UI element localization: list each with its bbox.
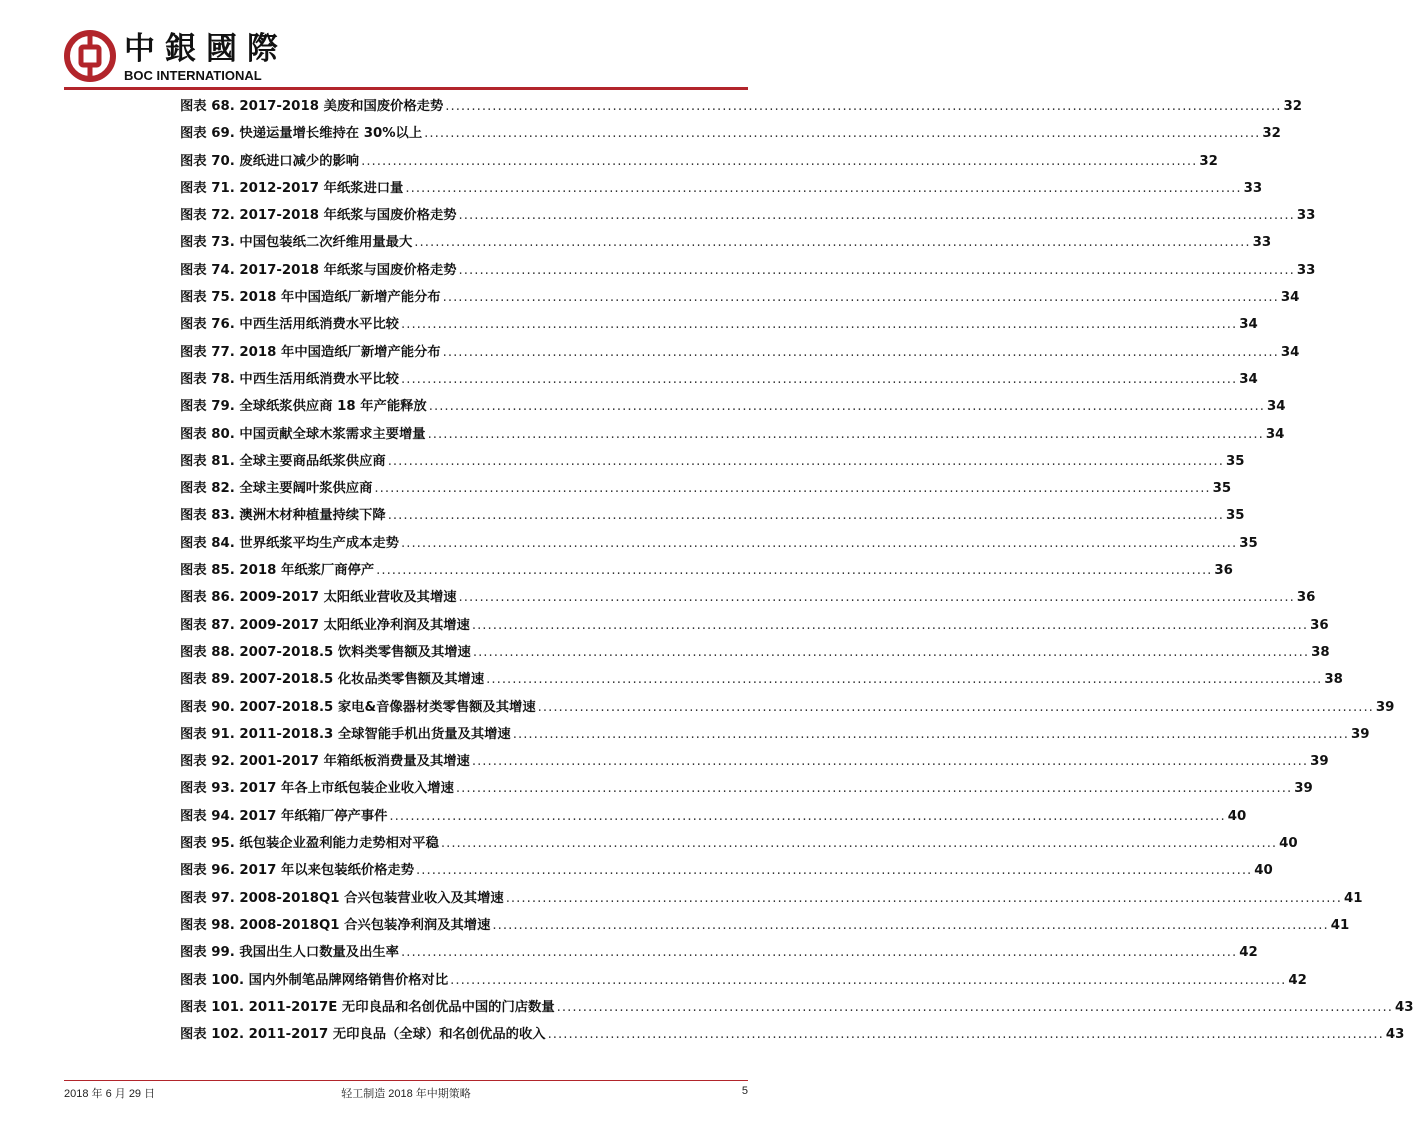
toc-entry-title: 图表 81. 全球主要商品纸浆供应商 — [180, 453, 386, 469]
toc-entry[interactable] — [180, 93, 1303, 120]
toc-dot-leader — [472, 748, 1308, 775]
toc-entry[interactable] — [180, 284, 1300, 311]
toc-dot-leader — [424, 120, 1260, 147]
toc-entry[interactable] — [180, 803, 1247, 830]
toc-entry-title: 图表 80. 中国贡献全球木浆需求主要增量 — [180, 426, 426, 442]
toc-entry-title: 图表 76. 中西生活用纸消费水平比较 — [180, 317, 399, 333]
toc-entry-page: 40 — [1279, 836, 1298, 852]
toc-entry-title: 图表 75. 2018 年中国造纸厂新增产能分布 — [180, 290, 441, 306]
toc-entry-title: 图表 98. 2008-2018Q1 合兴包装净利润及其增速 — [180, 917, 491, 933]
toc-dot-leader — [374, 475, 1210, 502]
toc-entry-page: 39 — [1375, 699, 1395, 715]
toc-entry-page: 34 — [1265, 426, 1285, 442]
toc-entry-page: 42 — [1239, 945, 1258, 961]
toc-entry[interactable] — [180, 175, 1263, 202]
toc-entry-page: 34 — [1280, 344, 1300, 360]
toc-entry[interactable] — [180, 721, 1370, 748]
toc-dot-leader — [401, 939, 1237, 966]
toc-dot-leader — [486, 666, 1322, 693]
toc-entry-title: 图表 87. 2009-2017 太阳纸业净利润及其增速 — [180, 617, 470, 633]
toc-dot-leader — [376, 557, 1212, 584]
toc-entry[interactable] — [180, 202, 1316, 229]
footer-date: 2018 年 6 月 29 日 — [64, 1088, 156, 1100]
toc-entry-page: 39 — [1310, 754, 1329, 770]
toc-dot-leader — [513, 721, 1349, 748]
toc-entry-page: 39 — [1351, 726, 1370, 742]
toc-entry-title: 图表 77. 2018 年中国造纸厂新增产能分布 — [180, 344, 441, 360]
toc-entry-page: 34 — [1239, 371, 1258, 387]
toc-entry[interactable] — [180, 939, 1258, 966]
toc-entry-page: 40 — [1227, 808, 1247, 824]
toc-entry[interactable] — [180, 448, 1245, 475]
logo-english-name: BOC INTERNATIONAL — [124, 68, 262, 83]
toc-entry-page: 33 — [1296, 208, 1316, 224]
toc-entry-title: 图表 96. 2017 年以来包装纸价格走势 — [180, 863, 415, 879]
toc-entry-title: 图表 72. 2017-2018 年纸浆与国废价格走势 — [180, 208, 457, 224]
logo-chinese-name: 中銀國際 — [124, 31, 288, 67]
toc-entry[interactable] — [180, 530, 1258, 557]
toc-entry[interactable] — [180, 229, 1272, 256]
toc-entry-title: 图表 102. 2011-2017 无印良品（全球）和名创优品的收入 — [180, 1027, 546, 1043]
toc-entry[interactable] — [180, 257, 1316, 284]
toc-entry-page: 33 — [1252, 235, 1272, 251]
toc-entry[interactable] — [180, 339, 1300, 366]
toc-entry[interactable] — [180, 393, 1286, 420]
toc-entry[interactable] — [180, 421, 1285, 448]
toc-entry-page: 32 — [1262, 126, 1281, 142]
toc-dot-leader — [416, 857, 1252, 884]
toc-dot-leader — [538, 694, 1374, 721]
toc-entry-page: 42 — [1288, 972, 1307, 988]
toc-entry[interactable] — [180, 148, 1218, 175]
toc-dot-leader — [388, 448, 1224, 475]
footer-divider — [64, 1080, 748, 1081]
toc-entry-title: 图表 92. 2001-2017 年箱纸板消费量及其增速 — [180, 754, 470, 770]
toc-dot-leader — [459, 257, 1295, 284]
boc-coin-logo-icon — [64, 30, 116, 82]
toc-entry-title: 图表 83. 澳洲木材种植量持续下降 — [180, 508, 386, 524]
toc-entry-page: 38 — [1324, 672, 1343, 688]
toc-dot-leader — [428, 421, 1264, 448]
toc-entry-title: 图表 94. 2017 年纸箱厂停产事件 — [180, 808, 388, 824]
toc-entry-title: 图表 93. 2017 年各上市纸包装企业收入增速 — [180, 781, 454, 797]
table-of-figures — [180, 93, 1413, 1048]
toc-entry[interactable] — [180, 748, 1329, 775]
toc-dot-leader — [506, 885, 1342, 912]
toc-entry[interactable] — [180, 1021, 1405, 1048]
toc-entry-page: 35 — [1225, 508, 1245, 524]
toc-entry-title: 图表 95. 纸包装企业盈利能力走势相对平稳 — [180, 836, 439, 852]
toc-entry-page: 34 — [1280, 290, 1300, 306]
toc-entry-title: 图表 78. 中西生活用纸消费水平比较 — [180, 371, 399, 387]
toc-dot-leader — [459, 584, 1295, 611]
toc-entry-title: 图表 70. 废纸进口减少的影响 — [180, 153, 360, 169]
toc-entry-title: 图表 84. 世界纸浆平均生产成本走势 — [180, 535, 399, 551]
toc-entry[interactable] — [180, 584, 1316, 611]
toc-entry[interactable] — [180, 967, 1307, 994]
page-footer — [64, 1085, 748, 1101]
toc-entry-title: 图表 69. 快递运量增长维持在 30%以上 — [180, 126, 423, 142]
toc-entry-title: 图表 82. 全球主要阔叶浆供应商 — [180, 481, 373, 497]
toc-dot-leader — [450, 967, 1286, 994]
toc-entry-page: 33 — [1243, 180, 1263, 196]
toc-dot-leader — [389, 803, 1225, 830]
toc-entry-page: 35 — [1225, 453, 1245, 469]
toc-dot-leader — [443, 339, 1279, 366]
toc-entry-title: 图表 73. 中国包装纸二次纤维用量最大 — [180, 235, 413, 251]
toc-entry-title: 图表 85. 2018 年纸浆厂商停产 — [180, 563, 375, 579]
toc-dot-leader — [456, 775, 1292, 802]
toc-entry-page: 32 — [1199, 153, 1218, 169]
toc-entry-page: 40 — [1254, 863, 1273, 879]
toc-entry-title: 图表 88. 2007-2018.5 饮料类零售额及其增速 — [180, 644, 471, 660]
toc-entry-page: 32 — [1283, 99, 1303, 114]
toc-entry-page: 43 — [1394, 999, 1413, 1015]
toc-dot-leader — [405, 175, 1241, 202]
toc-entry-page: 38 — [1311, 644, 1330, 660]
toc-dot-leader — [414, 229, 1250, 256]
toc-entry-page: 41 — [1330, 917, 1350, 933]
toc-entry-title: 图表 97. 2008-2018Q1 合兴包装营业收入及其增速 — [180, 890, 504, 906]
toc-entry-title: 图表 100. 国内外制笔品牌网络销售价格对比 — [180, 972, 449, 988]
toc-entry-title: 图表 99. 我国出生人口数量及出生率 — [180, 945, 399, 961]
toc-entry-page: 39 — [1294, 781, 1313, 797]
toc-entry-title: 图表 86. 2009-2017 太阳纸业营收及其增速 — [180, 590, 457, 606]
toc-dot-leader — [401, 530, 1237, 557]
toc-entry[interactable] — [180, 311, 1258, 338]
toc-dot-leader — [388, 502, 1224, 529]
toc-entry[interactable] — [180, 775, 1313, 802]
footer-report-title: 轻工制造 2018 年中期策略 — [341, 1088, 471, 1100]
toc-dot-leader — [548, 1021, 1384, 1048]
toc-entry[interactable] — [180, 502, 1245, 529]
toc-entry-page: 34 — [1239, 317, 1258, 333]
toc-entry[interactable] — [180, 994, 1413, 1021]
toc-entry-title: 图表 71. 2012-2017 年纸浆进口量 — [180, 180, 404, 196]
toc-dot-leader — [443, 284, 1279, 311]
toc-dot-leader — [473, 639, 1309, 666]
toc-entry-page: 43 — [1385, 1027, 1405, 1043]
toc-dot-leader — [401, 366, 1237, 393]
toc-entry[interactable] — [180, 830, 1298, 857]
toc-entry[interactable] — [180, 885, 1363, 912]
toc-entry[interactable] — [180, 639, 1330, 666]
toc-entry-page: 41 — [1343, 890, 1363, 906]
toc-dot-leader — [445, 93, 1281, 120]
toc-entry-page: 36 — [1296, 590, 1316, 606]
toc-entry-page: 34 — [1267, 399, 1286, 415]
toc-dot-leader — [441, 830, 1277, 857]
toc-entry[interactable] — [180, 694, 1395, 721]
toc-dot-leader — [459, 202, 1295, 229]
toc-entry[interactable] — [180, 857, 1273, 884]
toc-entry[interactable] — [180, 475, 1232, 502]
toc-entry-page: 35 — [1239, 535, 1258, 551]
toc-entry-page: 36 — [1214, 563, 1233, 579]
toc-entry-page: 33 — [1296, 262, 1316, 278]
toc-entry[interactable] — [180, 912, 1350, 939]
toc-entry-title: 图表 91. 2011-2018.3 全球智能手机出货量及其增速 — [180, 726, 511, 742]
toc-entry[interactable] — [180, 612, 1329, 639]
toc-dot-leader — [557, 994, 1393, 1021]
toc-dot-leader — [401, 311, 1237, 338]
toc-entry[interactable] — [180, 366, 1258, 393]
toc-dot-leader — [361, 148, 1197, 175]
toc-entry-title: 图表 89. 2007-2018.5 化妆品类零售额及其增速 — [180, 672, 485, 688]
boc-international-logo — [64, 30, 294, 84]
toc-entry-title: 图表 68. 2017-2018 美废和国废价格走势 — [180, 99, 444, 114]
toc-entry-title: 图表 101. 2011-2017E 无印良品和名创优品中国的门店数量 — [180, 999, 555, 1015]
toc-entry-title: 图表 74. 2017-2018 年纸浆与国废价格走势 — [180, 262, 457, 278]
toc-entry[interactable] — [180, 557, 1233, 584]
toc-dot-leader — [472, 612, 1308, 639]
toc-entry[interactable] — [180, 120, 1281, 147]
toc-entry-page: 36 — [1310, 617, 1329, 633]
toc-entry[interactable] — [180, 666, 1343, 693]
toc-entry-title: 图表 79. 全球纸浆供应商 18 年产能释放 — [180, 399, 427, 415]
toc-dot-leader — [492, 912, 1328, 939]
toc-dot-leader — [429, 393, 1265, 420]
toc-entry-title: 图表 90. 2007-2018.5 家电&音像器材类零售额及其增速 — [180, 699, 536, 715]
footer-page-number: 5 — [741, 1085, 748, 1097]
header-divider — [64, 87, 748, 90]
toc-entry-page: 35 — [1212, 481, 1232, 497]
